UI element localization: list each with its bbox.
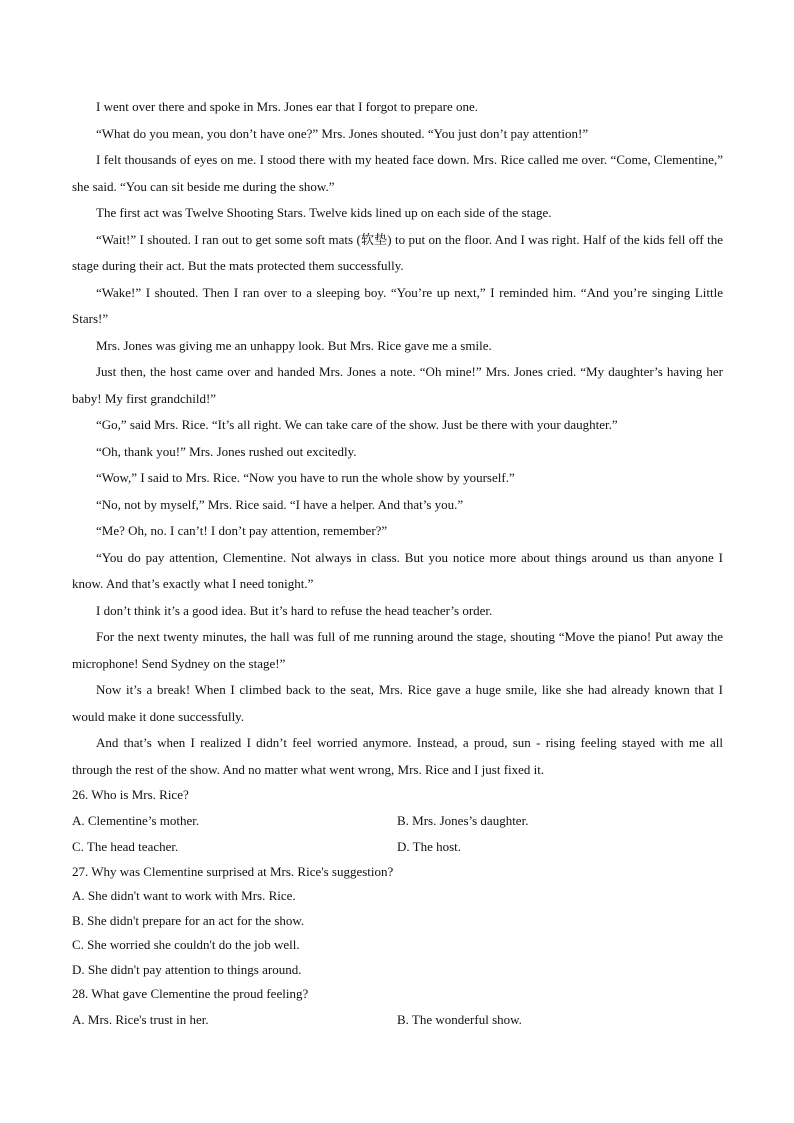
question-28: [72, 982, 723, 1033]
option-a: A. Mrs. Rice's trust in her.: [72, 1011, 209, 1027]
option-b: B. She didn't prepare for an act for the show.: [72, 912, 305, 928]
paragraph: I went over there and spoke in Mrs. Jones ear that I forgot to prepare one.: [96, 99, 479, 114]
paragraph: Just then, the host came over and handed Mrs. Jones a note. “Oh mine!” Mrs. Jones cried. “My daughter’s having her baby! My first grandchild!”: [72, 364, 723, 406]
paragraph: Now it’s a break! When I climbed back to the seat, Mrs. Rice gave a huge smile, like she had already known that I would make it done successfully.: [72, 682, 723, 724]
option-a: A. She didn't want to work with Mrs. Rice.: [72, 888, 296, 903]
option-a: A. Clementine’s mother.: [72, 812, 200, 828]
question-27: [72, 860, 723, 983]
paragraph: And that’s when I realized I didn’t feel worried anymore. Instead, a proud, sun - rising feeling stayed with me all through the rest of the show. And no matter what went wrong, Mrs. Rice and I just fixed it.: [72, 735, 723, 777]
paragraph: “Wake!” I shouted. Then I ran over to a sleeping boy. “You’re up next,” I reminded him. “And you’re singing Little Stars!”: [72, 284, 723, 326]
paragraph: “What do you mean, you don’t have one?” Mrs. Jones shouted. “You just don’t pay attention!”: [96, 125, 589, 141]
paragraph: I don’t think it’s a good idea. But it’s hard to refuse the head teacher’s order.: [96, 602, 493, 618]
paragraph: “Oh, thank you!” Mrs. Jones rushed out excitedly.: [96, 443, 357, 459]
paragraph: “No, not by myself,” Mrs. Rice said. “I have a helper. And that’s you.”: [96, 496, 464, 512]
paragraph: “Wow,” I said to Mrs. Rice. “Now you have to run the whole show by yourself.”: [96, 470, 515, 485]
question-stem: 27. Why was Clementine surprised at Mrs. Rice's suggestion?: [72, 863, 394, 879]
paragraph: For the next twenty minutes, the hall was full of me running around the stage, shouting “Move the piano! Put away the microphone! Send Sydney on the stage!”: [72, 629, 723, 671]
option-b: B. Mrs. Jones’s daughter.: [397, 812, 529, 828]
paragraph: “You do pay attention, Clementine. Not always in class. But you notice more about things around us than anyone I know. And that’s exactly what I need tonight.”: [72, 549, 723, 591]
question-stem: 26. Who is Mrs. Rice?: [72, 787, 189, 802]
passage: [72, 94, 723, 783]
option-d: D. She didn't pay attention to things around.: [72, 961, 302, 977]
question-stem: 28. What gave Clementine the proud feeling?: [72, 986, 309, 1001]
option-b: B. The wonderful show.: [397, 1011, 522, 1027]
paragraph: “Go,” said Mrs. Rice. “It’s all right. We can take care of the show. Just be there with your daughter.”: [96, 417, 618, 432]
paragraph: The first act was Twelve Shooting Stars. Twelve kids lined up on each side of the stage.: [96, 205, 552, 220]
option-c: C. The head teacher.: [72, 838, 179, 854]
paragraph: I felt thousands of eyes on me. I stood there with my heated face down. Mrs. Rice called me over. “Come, Clementine,” she said. “You can sit beside me during the show.”: [72, 152, 723, 194]
question-26: [72, 783, 723, 860]
paragraph: Mrs. Jones was giving me an unhappy look. But Mrs. Rice gave me a smile.: [96, 337, 492, 353]
paragraph: “Wait!” I shouted. I ran out to get some soft mats (软垫) to put on the floor. And I was right. Half of the kids fell off the stage during their act. But the mats protected them successfully.: [72, 231, 723, 273]
paragraph: “Me? Oh, no. I can’t! I don’t pay attention, remember?”: [96, 523, 388, 538]
option-d: D. The host.: [397, 838, 462, 854]
document-page: [72, 94, 723, 1033]
option-c: C. She worried she couldn't do the job well.: [72, 937, 300, 952]
